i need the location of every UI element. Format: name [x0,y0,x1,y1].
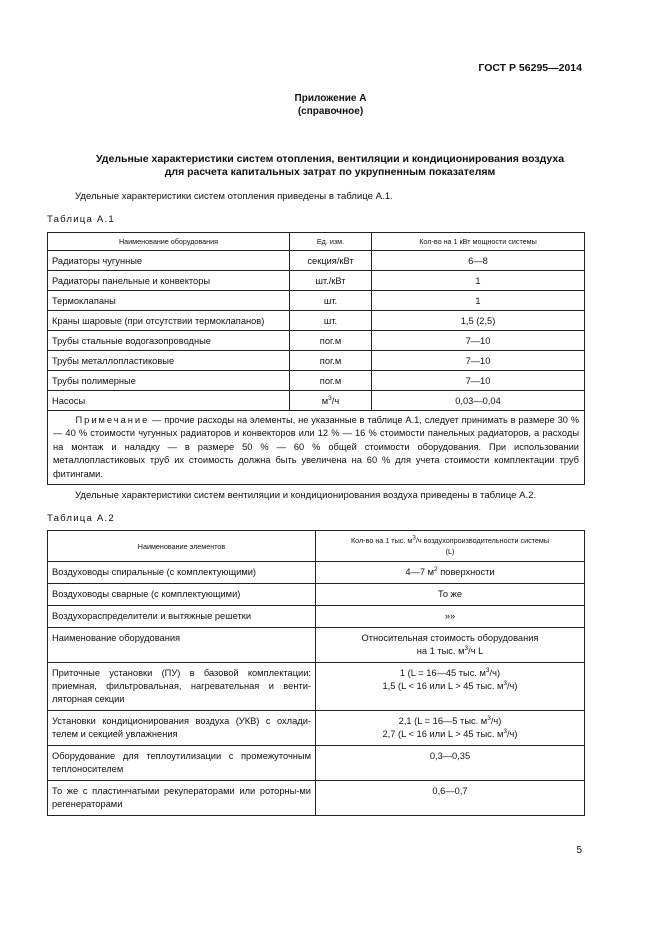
cell-name: Оборудование для теплоутилизации с промежуточным теплоносителем [48,746,316,781]
note-text: — прочие расходы на элементы, не указанные в таблице А.1, следует принимать в размере 30 % — 40 % стоимости чугунных радиаторов и конвекторов или 12 % — 16 % стоимости панельных радиаторов, а расходы на монтаж и наладку — в размере 50 % — 60 % общей стоимости оборудования. При использовании металлопластиковых труб их стоимость должна быть увеличена на 60 % для учета стоимости комплектации труб фитингами. [53,415,580,479]
table-note [48,411,585,485]
cell-name: Радиаторы чугунные [48,251,290,271]
table-row [48,663,585,711]
table-row [48,584,585,606]
cell-unit [290,391,372,411]
header-text-c: (L) [445,547,455,556]
section-title-line1: Удельные характеристики систем отопления, вентиляции и кондиционирования воздуха [95,153,565,165]
table-row [48,391,585,411]
column-header-quantity: Кол-во на 1 кВт мощности системы [372,233,585,251]
column-header-quantity [316,531,585,562]
table-note-row [48,411,585,485]
header-text-a: Кол-во на 1 тыс. м [350,536,413,545]
paragraph-table2-ref: Удельные характеристики систем вентиляции и кондиционирования воздуха приведены в таблице А.2. [75,490,537,501]
cell-unit: шт. [290,291,372,311]
cell-value: 7—10 [372,331,585,351]
value-line2-suffix: /ч) [506,681,518,691]
table-row [48,781,585,816]
cell-unit: пог.м [290,331,372,351]
value-exponent: 2 [434,565,438,573]
value-line1: Относительная стоимость оборудования [361,633,539,643]
table-row [48,562,585,584]
cell-name: То же с пластинчатыми рекуператорами или роторны-ми регенераторами [48,781,316,816]
cell-value [316,628,585,663]
cell-unit: секция/кВт [290,251,372,271]
cell-name: Приточные установки (ПУ) в базовой комплектации: приемная, фильтровальная, нагревательная и венти-ляторная секции [48,663,316,711]
table-row [48,711,585,746]
table-a2 [47,530,585,816]
value-exponent: 3 [487,714,491,722]
cell-name: Краны шаровые (при отсутствии термоклапанов) [48,311,290,331]
value-suffix: поверхности [437,567,495,577]
value-exponent: 3 [503,679,507,687]
section-title-line2: для расчета капитальных затрат по укрупненным показателям [164,166,496,178]
table-row [48,331,585,351]
table-header-row [48,233,585,251]
cell-unit: пог.м [290,351,372,371]
table-header-row [48,531,585,562]
paragraph-table1-ref: Удельные характеристики систем отопления приведены в таблице А.1. [75,191,393,202]
value-line2-suffix: /ч) [506,729,518,739]
value-exponent: 3 [485,666,490,674]
value-line1-suffix: /ч) [490,716,502,726]
cell-name: Трубы полимерные [48,371,290,391]
value-line1: 1 (L = 16—45 тыс. м [399,668,486,678]
value-text: 4—7 м [405,567,435,577]
header-text-b: /ч воздухопроизводительности системы [415,536,550,545]
cell-unit: пог.м [290,371,372,391]
table2-caption: Таблица А.2 [47,513,115,524]
cell-unit: шт. [290,311,372,331]
column-header-equipment: Наименование оборудования [48,233,290,251]
cell-value: 0,03—0,04 [372,391,585,411]
value-line1: 2,1 (L = 16—5 тыс. м [398,716,488,726]
table1-caption: Таблица А.1 [47,214,115,225]
value-exponent: 3 [503,727,507,735]
cell-name: Установки кондиционирования воздуха (УКВ) с охлади-телем и секцией увлажнения [48,711,316,746]
cell-value: 1 [372,291,585,311]
cell-name: Термоклапаны [48,291,290,311]
cell-name: Воздуховоды сварные (с комплектующими) [48,584,316,606]
cell-value: 0,3—0,35 [316,746,585,781]
unit-suffix: /ч [331,395,340,406]
column-header-elements: Наименование элементов [48,531,316,562]
value-line2-suffix: /ч L [468,646,484,656]
table-row [48,606,585,628]
cell-name: Трубы стальные водогазопроводные [48,331,290,351]
note-label: Примечание [75,415,150,425]
value-line1-suffix: /ч) [489,668,501,678]
cell-name: Воздуховоды спиральные (с комплектующими) [48,562,316,584]
table-a1 [47,232,585,485]
cell-name: Воздухораспределители и вытяжные решетки [48,606,316,628]
table-row [48,291,585,311]
unit-exponent: 3 [328,394,332,402]
cell-name: Трубы металлопластиковые [48,351,290,371]
table-row [48,271,585,291]
cell-name: Наименование оборудования [48,628,316,663]
cell-value: 7—10 [372,351,585,371]
value-line2: на 1 тыс. м [416,646,465,656]
appendix-title: Приложение А [294,93,367,104]
value-line2: 2,7 (L < 16 или L > 45 тыс. м [382,729,504,739]
value-exponent: 3 [464,644,469,652]
cell-value [316,663,585,711]
column-header-unit: Ед. изм. [290,233,372,251]
value-line2: 1,5 (L < 16 или L > 45 тыс. м [382,681,504,691]
header-exponent: 3 [412,534,416,542]
cell-value: 1 [372,271,585,291]
table-row [48,628,585,663]
appendix-subtitle: (справочное) [297,106,364,117]
cell-value [316,711,585,746]
cell-value [316,562,585,584]
cell-value: 0,6—0,7 [316,781,585,816]
table-row [48,351,585,371]
page-number: 5 [576,845,582,856]
table-row [48,371,585,391]
table-row [48,251,585,271]
cell-unit: шт./кВт [290,271,372,291]
document-id: ГОСТ Р 56295—2014 [478,62,582,74]
table-row [48,746,585,781]
cell-name: Радиаторы панельные и конвекторы [48,271,290,291]
cell-value: 1,5 (2,5) [372,311,585,331]
cell-value: 6—8 [372,251,585,271]
table-row [48,311,585,331]
cell-name: Насосы [48,391,290,411]
unit-text: м [321,395,329,406]
cell-value: 7—10 [372,371,585,391]
cell-value: »» [316,606,585,628]
cell-value: То же [316,584,585,606]
